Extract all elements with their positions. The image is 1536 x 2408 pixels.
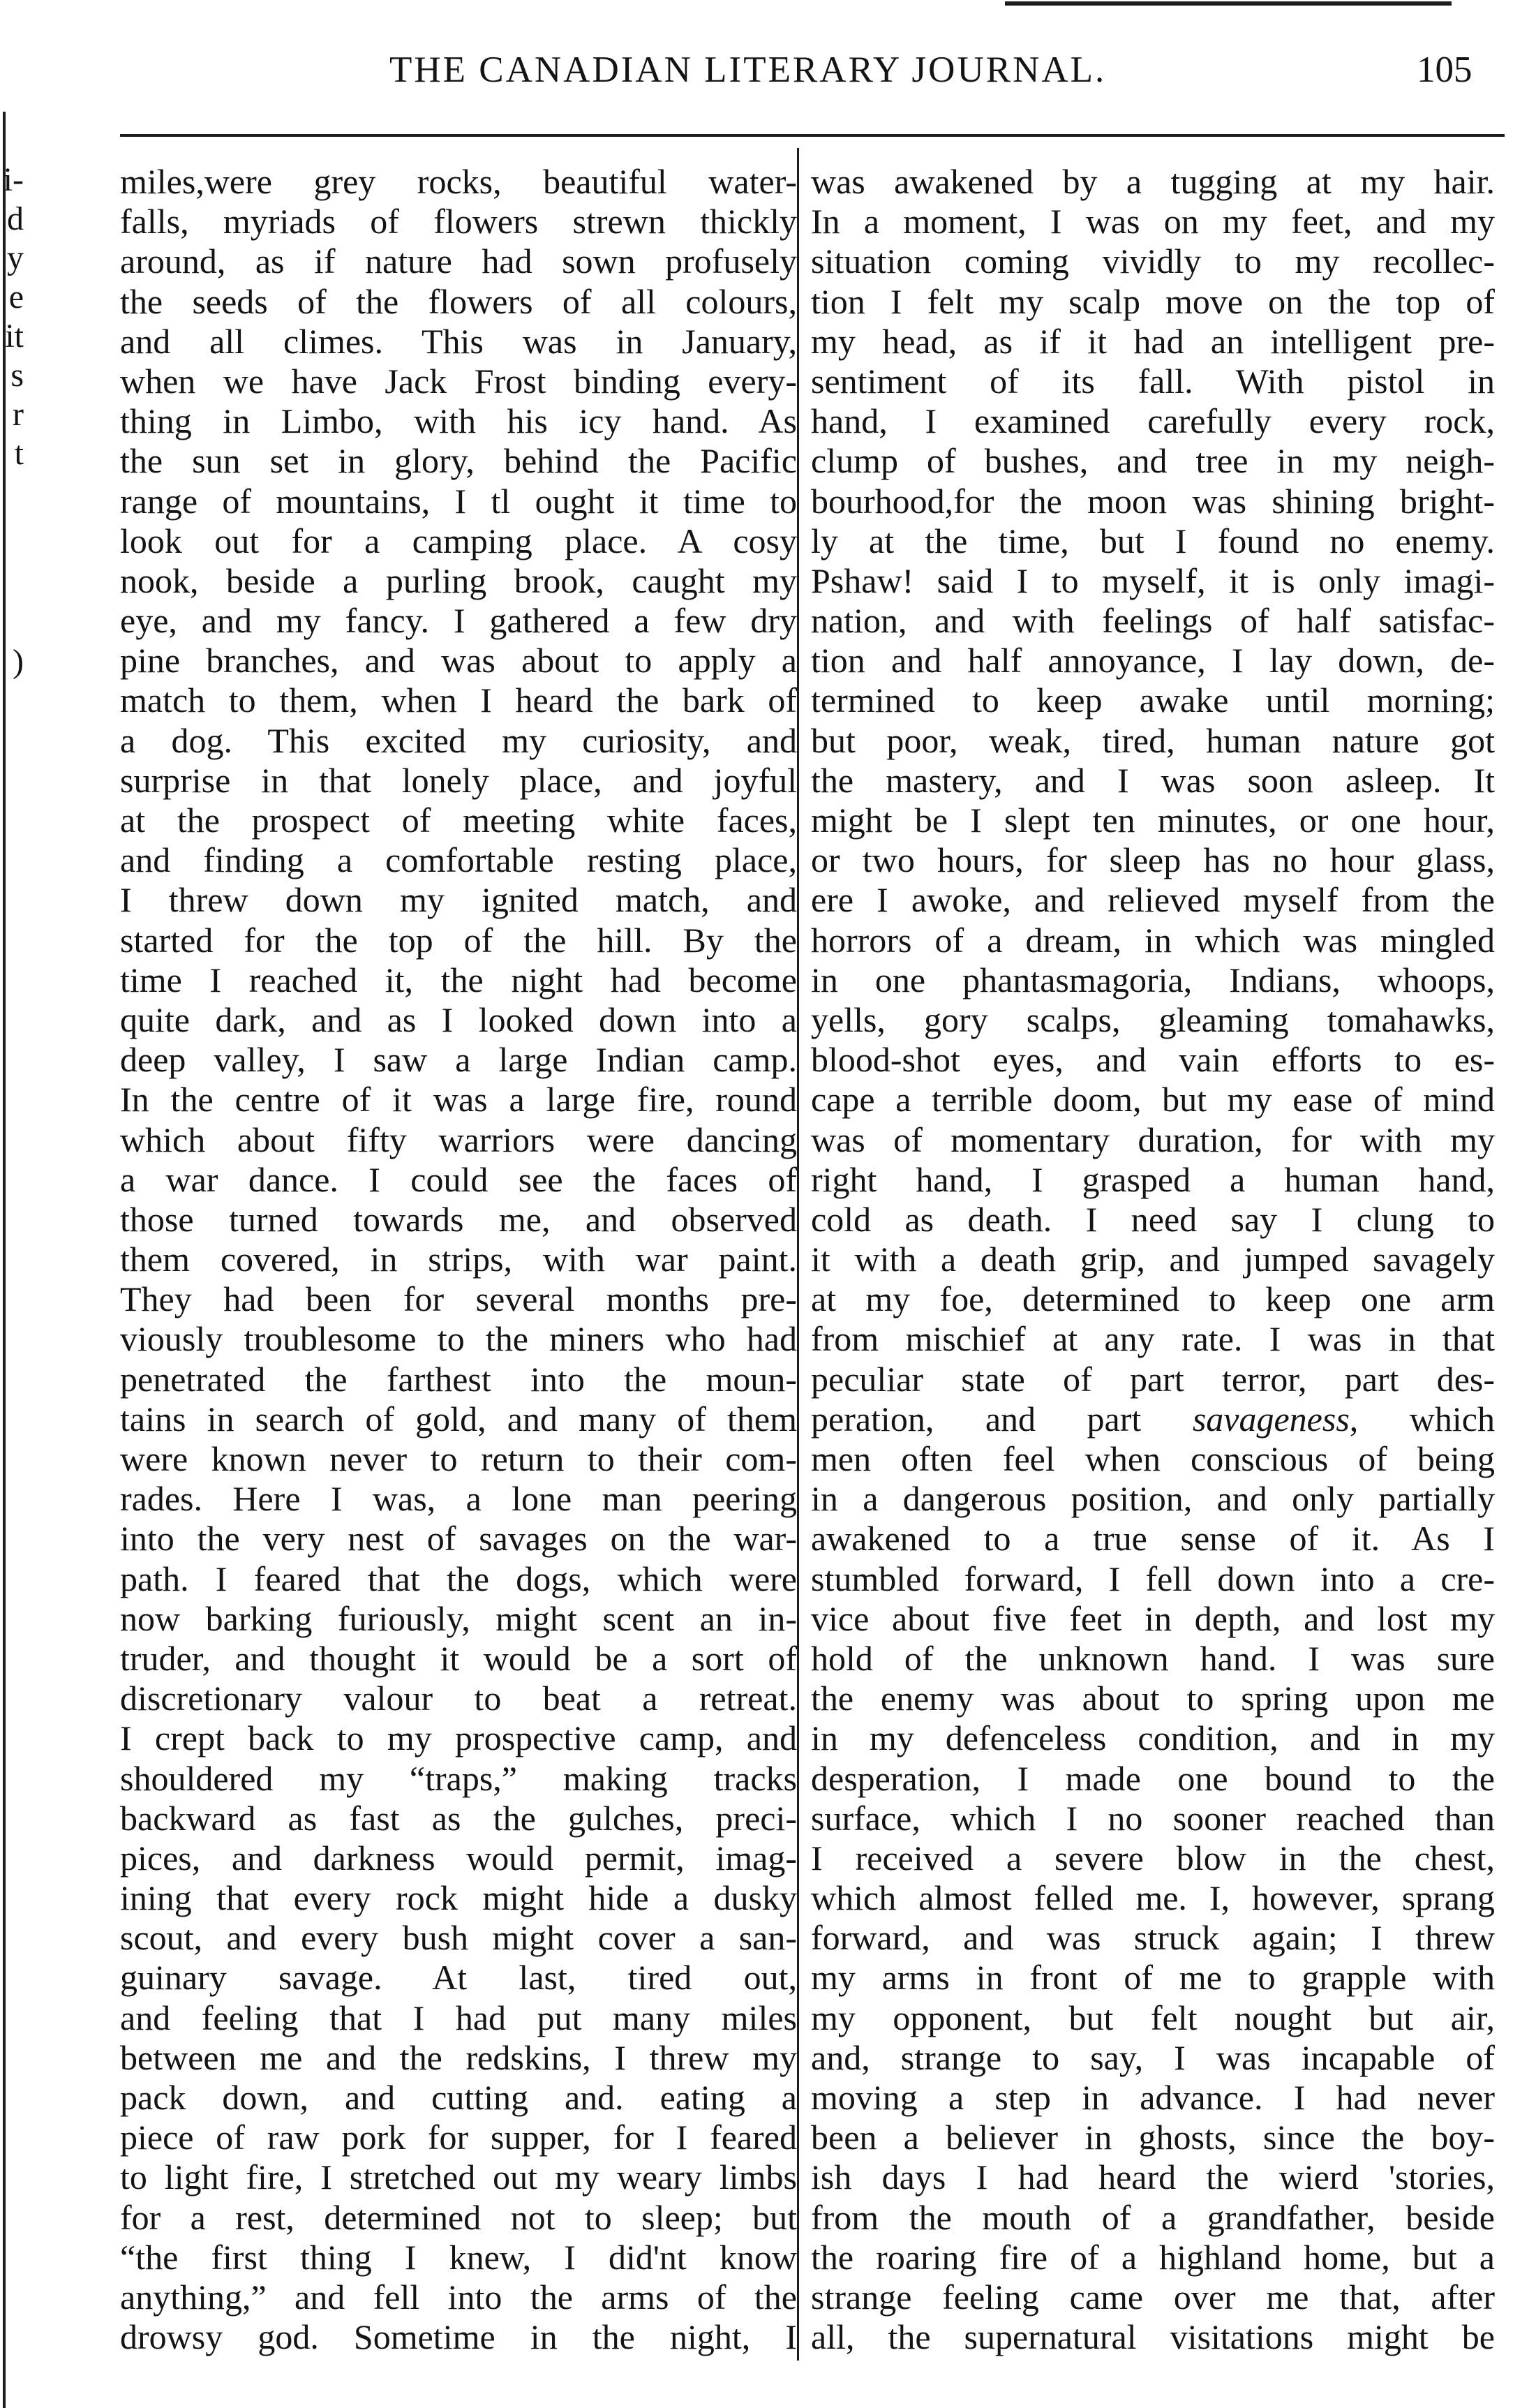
text-line: blood-shot eyes, and vain efforts to es- (811, 1040, 1495, 1080)
right-column (811, 162, 1495, 2357)
text-line: discretionary valour to beat a retreat. (120, 1679, 797, 1718)
text-line: surface, which I no sooner reached than (811, 1798, 1495, 1838)
text-line: falls, myriads of flowers strewn thickly (120, 202, 797, 241)
margin-fragment: it (5, 318, 24, 355)
text-line: backward as fast as the gulches, preci- (120, 1798, 797, 1838)
text-line: deep valley, I saw a large Indian camp. (120, 1040, 797, 1080)
text-line: the enemy was about to spring upon me (811, 1679, 1495, 1718)
margin-fragment: ) (13, 643, 24, 680)
text-line: pine branches, and was about to apply a (120, 641, 797, 681)
text-line: nook, beside a purling brook, caught my (120, 560, 797, 600)
text-line: was of momentary duration, for with my (811, 1120, 1495, 1159)
text-line: yells, gory scalps, gleaming tomahawks, (811, 999, 1495, 1039)
text-line: the mastery, and I was soon asleep. It (811, 760, 1495, 800)
text-line: I crept back to my prospective camp, and (120, 1718, 797, 1758)
header-rule (120, 134, 1505, 137)
text-line: into the very nest of savages on the war- (120, 1519, 797, 1559)
text-line: tion I felt my scalp move on the top of (811, 281, 1495, 321)
text-line: around, as if nature had sown profusely (120, 241, 797, 281)
text-line: my head, as if it had an intelligent pre- (811, 321, 1495, 361)
text-line: penetrated the farthest into the moun- (120, 1359, 797, 1399)
text-line: In a moment, I was on my feet, and my (811, 202, 1495, 241)
text-line: shouldered my “traps,” making tracks (120, 1758, 797, 1798)
text-line: horrors of a dream, in which was mingled (811, 920, 1495, 960)
text-line: eye, and my fancy. I gathered a few dry (120, 601, 797, 641)
margin-fragment: d (7, 200, 24, 237)
text-line: termined to keep awake until morning; (811, 681, 1495, 720)
text-line: ish days I had heard the wierd 'stories, (811, 2157, 1495, 2197)
text-line: quite dark, and as I looked down into a (120, 999, 797, 1039)
text-line: surprise in that lonely place, and joyful (120, 760, 797, 800)
text-line: for a rest, determined not to sleep; but (120, 2197, 797, 2237)
text-line: thing in Limbo, with his icy hand. As (120, 401, 797, 441)
text-line: range of mountains, I tl ought it time to (120, 481, 797, 521)
text-line: tion and half annoyance, I lay down, de- (811, 641, 1495, 681)
text-line: cold as death. I need say I clung to (811, 1199, 1495, 1239)
text-line: look out for a camping place. A cosy (120, 521, 797, 560)
text-line: the sun set in glory, behind the Pacific (120, 441, 797, 481)
text-line: those turned towards me, and observed (120, 1199, 797, 1239)
text-line: my arms in front of me to grapple with (811, 1958, 1495, 1998)
text-line: at the prospect of meeting white faces, (120, 801, 797, 840)
text-line: now barking furiously, might scent an in- (120, 1598, 797, 1638)
text-line: I threw down my ignited match, and (120, 880, 797, 920)
text-line: hand, I examined carefully every rock, (811, 401, 1495, 441)
text-line: forward, and was struck again; I threw (811, 1918, 1495, 1958)
margin-fragment: i- (3, 161, 24, 198)
text-line: were known never to return to their com- (120, 1439, 797, 1478)
text-line: from mischief at any rate. I was in that (811, 1319, 1495, 1359)
left-column (120, 162, 797, 2357)
text-line: the roaring fire of a highland home, but a (811, 2237, 1495, 2277)
text-line: and feeling that I had put many miles (120, 1998, 797, 2037)
text-line: at my foe, determined to keep one arm (811, 1279, 1495, 1319)
text-line: right hand, I grasped a human hand, (811, 1159, 1495, 1199)
text-line: and finding a comfortable resting place, (120, 840, 797, 880)
text-line: miles,were grey rocks, beautiful water- (120, 162, 797, 201)
text-line: which about fifty warriors were dancing (120, 1120, 797, 1159)
text-line: in a dangerous position, and only partially (811, 1479, 1495, 1519)
text-line: a dog. This excited my curiosity, and (120, 720, 797, 760)
text-line: desperation, I made one bound to the (811, 1758, 1495, 1798)
text-line: and all climes. This was in January, (120, 321, 797, 361)
margin-fragment: r (13, 396, 24, 433)
margin-fragment: s (10, 357, 24, 394)
text-line: my opponent, but felt nought but air, (811, 1998, 1495, 2037)
text-line: men often feel when conscious of being (811, 1439, 1495, 1478)
margin-fragment: y (7, 239, 24, 276)
text-line: and, strange to say, I was incapable of (811, 2037, 1495, 2077)
text-line: all, the supernatural visitations might be (811, 2317, 1495, 2357)
text-line: which almost felled me. I, however, sprang (811, 1878, 1495, 1918)
text-line: peration, and part savageness, which (811, 1399, 1495, 1439)
text-line: moving a step in advance. I had never (811, 2078, 1495, 2117)
text-line: anything,” and fell into the arms of the (120, 2277, 797, 2317)
text-line: clump of bushes, and tree in my neigh- (811, 441, 1495, 481)
text-line: truder, and thought it would be a sort of (120, 1638, 797, 1678)
text-line: guinary savage. At last, tired out, (120, 1958, 797, 1998)
text-line: started for the top of the hill. By the (120, 920, 797, 960)
text-line: from the mouth of a grandfather, beside (811, 2197, 1495, 2237)
text-line: ly at the time, but I found no enemy. (811, 521, 1495, 560)
text-line: They had been for several months pre- (120, 1279, 797, 1319)
text-line: pices, and darkness would permit, imag- (120, 1838, 797, 1878)
emphasis: savageness (1192, 1399, 1350, 1439)
journal-title: THE CANADIAN LITERARY JOURNAL. (389, 50, 1107, 90)
text-line: or two hours, for sleep has no hour glass, (811, 840, 1495, 880)
text-line: was awakened by a tugging at my hair. (811, 162, 1495, 201)
text-line: them covered, in strips, with war paint. (120, 1240, 797, 1279)
text-line: hold of the unknown hand. I was sure (811, 1638, 1495, 1678)
left-margin-strip (0, 112, 25, 2401)
text-line: when we have Jack Frost binding every- (120, 361, 797, 401)
text-line: in my defenceless condition, and in my (811, 1718, 1495, 1758)
text-line: in one phantasmagoria, Indians, whoops, (811, 960, 1495, 999)
text-line: path. I feared that the dogs, which were (120, 1559, 797, 1598)
text-line: drowsy god. Sometime in the night, I (120, 2317, 797, 2357)
text-line: I received a severe blow in the chest, (811, 1838, 1495, 1878)
text-line: In the centre of it was a large fire, round (120, 1080, 797, 1120)
text-line: scout, and every bush might cover a san- (120, 1918, 797, 1958)
margin-fragment: t (14, 435, 24, 472)
text-line: stumbled forward, I fell down into a cre- (811, 1559, 1495, 1598)
text-line: between me and the redskins, I threw my (120, 2037, 797, 2077)
text-line: been a believer in ghosts, since the boy- (811, 2118, 1495, 2157)
page-number: 105 (1417, 50, 1472, 90)
text-line: tains in search of gold, and many of them (120, 1399, 797, 1439)
text-line: situation coming vividly to my recollec- (811, 241, 1495, 281)
text-line: but poor, weak, tired, human nature got (811, 720, 1495, 760)
text-line: viously troublesome to the miners who had (120, 1319, 797, 1359)
text-line: pack down, and cutting and. eating a (120, 2078, 797, 2117)
text-line: Pshaw! said I to myself, it is only imagi- (811, 560, 1495, 600)
margin-fragment: e (8, 278, 24, 315)
text-line: cape a terrible doom, but my ease of mind (811, 1080, 1495, 1120)
top-edge-rule (1005, 1, 1452, 6)
text-line: sentiment of its fall. With pistol in (811, 361, 1495, 401)
text-line: “the first thing I knew, I did'nt know (120, 2237, 797, 2277)
text-line: match to them, when I heard the bark of (120, 681, 797, 720)
text-line: to light fire, I stretched out my weary limbs (120, 2157, 797, 2197)
text-line: ere I awoke, and relieved myself from the (811, 880, 1495, 920)
text-line: peculiar state of part terror, part des- (811, 1359, 1495, 1399)
text-line: a war dance. I could see the faces of (120, 1159, 797, 1199)
column-divider (797, 148, 799, 2361)
text-line: bourhood,for the moon was shining bright- (811, 481, 1495, 521)
text-line: piece of raw pork for supper, for I feared (120, 2118, 797, 2157)
text-line: awakened to a true sense of it. As I (811, 1519, 1495, 1559)
text-line: it with a death grip, and jumped savagely (811, 1240, 1495, 1279)
text-line: the seeds of the flowers of all colours, (120, 281, 797, 321)
text-line: rades. Here I was, a lone man peering (120, 1479, 797, 1519)
text-line: time I reached it, the night had become (120, 960, 797, 999)
text-line: strange feeling came over me that, after (811, 2277, 1495, 2317)
text-line: might be I slept ten minutes, or one hour, (811, 801, 1495, 840)
text-line: vice about five feet in depth, and lost my (811, 1598, 1495, 1638)
text-line: nation, and with feelings of half satisfac- (811, 601, 1495, 641)
text-line: ining that every rock might hide a dusky (120, 1878, 797, 1918)
